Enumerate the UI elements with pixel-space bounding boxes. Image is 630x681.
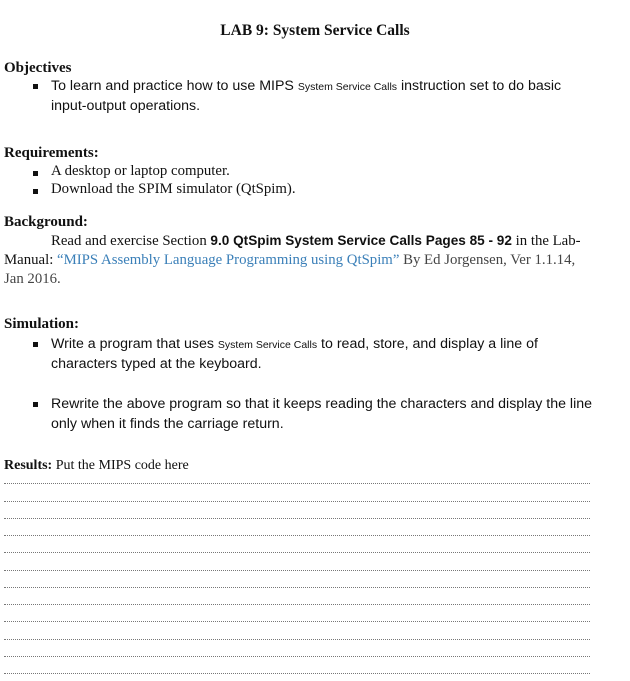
simulation-text-a: Write a program that uses <box>51 336 218 352</box>
simulation-item-2-line-2: only when it finds the carriage return. <box>51 416 284 432</box>
answer-line <box>4 656 590 657</box>
background-line-1 <box>51 233 581 250</box>
simulation-item-2-line-1: Rewrite the above program so that it keeps reading the characters and display the line <box>51 396 593 412</box>
background-line-3: Jan 2016. <box>4 271 61 287</box>
answer-line <box>4 501 590 502</box>
requirements-bullet-2 <box>33 189 38 194</box>
simulation-small-text: System Service Calls <box>217 339 318 351</box>
background-text-a: Read and exercise Section <box>51 233 211 249</box>
background-author: By Ed Jorgensen, Ver 1.1.14, <box>399 252 576 268</box>
page-title: LAB 9: System Service Calls <box>220 22 410 39</box>
requirements-item-2: Download the SPIM simulator (QtSpim). <box>51 181 296 197</box>
results-heading: Results: <box>4 458 53 473</box>
requirements-item-1: A desktop or laptop computer. <box>51 163 230 179</box>
simulation-item-1-line-2: characters typed at the keyboard. <box>51 356 262 372</box>
answer-line <box>4 639 590 640</box>
answer-line <box>4 570 590 571</box>
objectives-line-1 <box>51 78 561 94</box>
simulation-bullet-2 <box>33 402 38 407</box>
objectives-heading: Objectives <box>4 60 72 76</box>
answer-line <box>4 518 590 519</box>
answer-line <box>4 621 590 622</box>
simulation-bullet-1 <box>33 342 38 347</box>
answer-line <box>4 673 590 674</box>
simulation-heading: Simulation: <box>4 316 80 332</box>
simulation-text-b: to read, store, and display a line of <box>317 336 538 352</box>
objectives-small-text: System Service Calls <box>297 81 398 93</box>
results-line <box>4 458 189 474</box>
objectives-bullet <box>33 84 38 89</box>
background-line-2 <box>4 252 575 269</box>
objectives-line-2: input-output operations. <box>51 98 201 114</box>
answer-line <box>4 552 590 553</box>
background-heading: Background: <box>4 214 88 230</box>
background-section-ref: 9.0 QtSpim System Service Calls Pages 85 - 92 <box>210 233 512 248</box>
background-text-b: in the Lab- <box>511 233 581 249</box>
results-instruction: Put the MIPS code here <box>52 458 189 473</box>
answer-line <box>4 535 590 536</box>
objectives-text-b: instruction set to do basic <box>397 78 562 94</box>
simulation-item-1-line-1 <box>51 336 538 352</box>
answer-line <box>4 483 590 484</box>
answer-line <box>4 604 590 605</box>
requirements-heading: Requirements: <box>4 145 99 161</box>
requirements-bullet-1 <box>33 171 38 176</box>
background-manual-title-link[interactable]: “MIPS Assembly Language Programming using QtSpim” <box>57 252 400 268</box>
answer-line <box>4 587 590 588</box>
background-manual-label: Manual: <box>4 252 58 268</box>
objectives-text-a: To learn and practice how to use MIPS <box>51 78 298 94</box>
